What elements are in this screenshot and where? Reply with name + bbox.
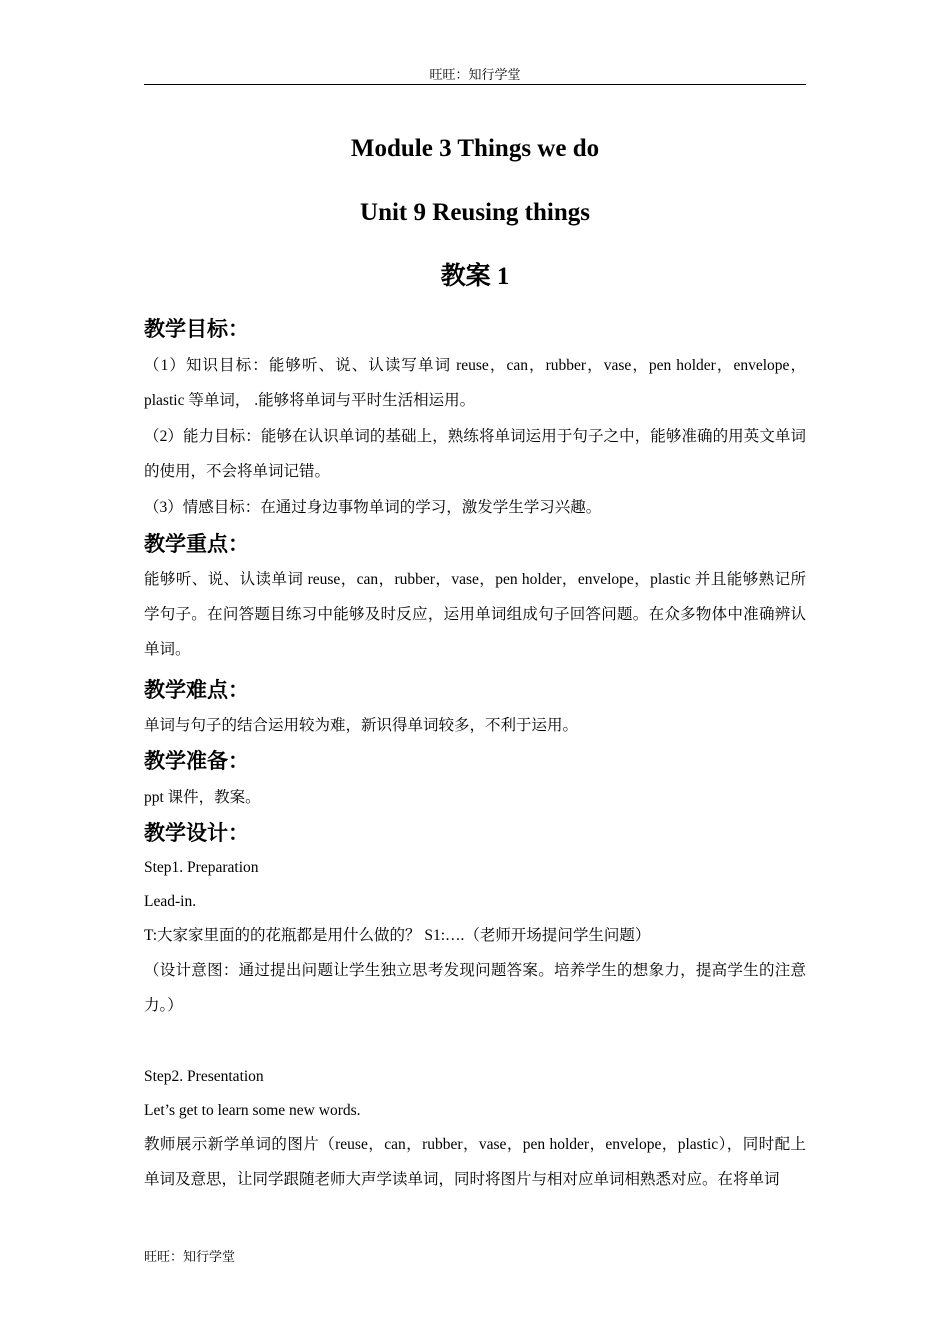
goal-knowledge: （1）知识目标：能够听、说、认读写单词 reuse，can，rubber，vase，pen holder，envelope，plastic 等单词， .能够将单词与平时生活相运用。 <box>144 357 806 409</box>
key-points-text: 能够听、说、认读单词 reuse，can，rubber，vase，pen holder，envelope，plastic 并且能够熟记所学句子。在问答题目练习中能够及时反应，运用单词组成句子回答问题。在众多物体中准确辨认单词。 <box>144 571 806 658</box>
heading-difficulties: 教学难点： <box>144 678 249 702</box>
header-rule <box>144 84 806 85</box>
preparation-text: ppt 课件，教案。 <box>144 789 261 806</box>
learn-new-words: Let’s get to learn some new words. <box>144 1102 361 1119</box>
page-footer: 旺旺：知行学堂 <box>144 1249 236 1264</box>
difficulties-text: 单词与句子的结合运用较为难，新识得单词较多，不利于运用。 <box>144 717 579 734</box>
document-title-plan: 教案 1 <box>440 263 510 290</box>
document-title-module: Module 3 Things we do <box>350 135 600 162</box>
heading-preparation: 教学准备： <box>144 749 249 773</box>
presentation-text: 教师展示新学单词的图片（reuse，can，rubber，vase，pen holder，envelope，plastic），同时配上单词及意思，让同学跟随老师大声学读单词，同时将图片与相对应单词相熟悉对应。在将单词 <box>144 1136 806 1188</box>
heading-teaching-goals: 教学目标： <box>144 317 249 341</box>
lead-in: Lead-in. <box>144 893 197 910</box>
heading-key-points: 教学重点： <box>144 532 249 556</box>
goal-ability: （2）能力目标：能够在认识单词的基础上，熟练将单词运用于句子之中，能够准确的用英文单词的使用，不会将单词记错。 <box>144 428 806 480</box>
heading-design: 教学设计： <box>144 821 249 845</box>
teacher-question: T:大家家里面的的花瓶都是用什么做的？ S1:….（老师开场提问学生问题） <box>144 927 651 944</box>
step2-title: Step2. Presentation <box>144 1068 264 1085</box>
document-title-unit: Unit 9 Reusing things <box>360 199 590 226</box>
page-header: 旺旺：知行学堂 <box>429 67 521 82</box>
design-intent: （设计意图：通过提出问题让学生独立思考发现问题答案。培养学生的想象力，提高学生的注意力。） <box>144 962 806 1014</box>
step1-title: Step1. Preparation <box>144 859 259 876</box>
goal-emotion: （3）情感目标：在通过身边事物单词的学习，激发学生学习兴趣。 <box>144 499 602 516</box>
